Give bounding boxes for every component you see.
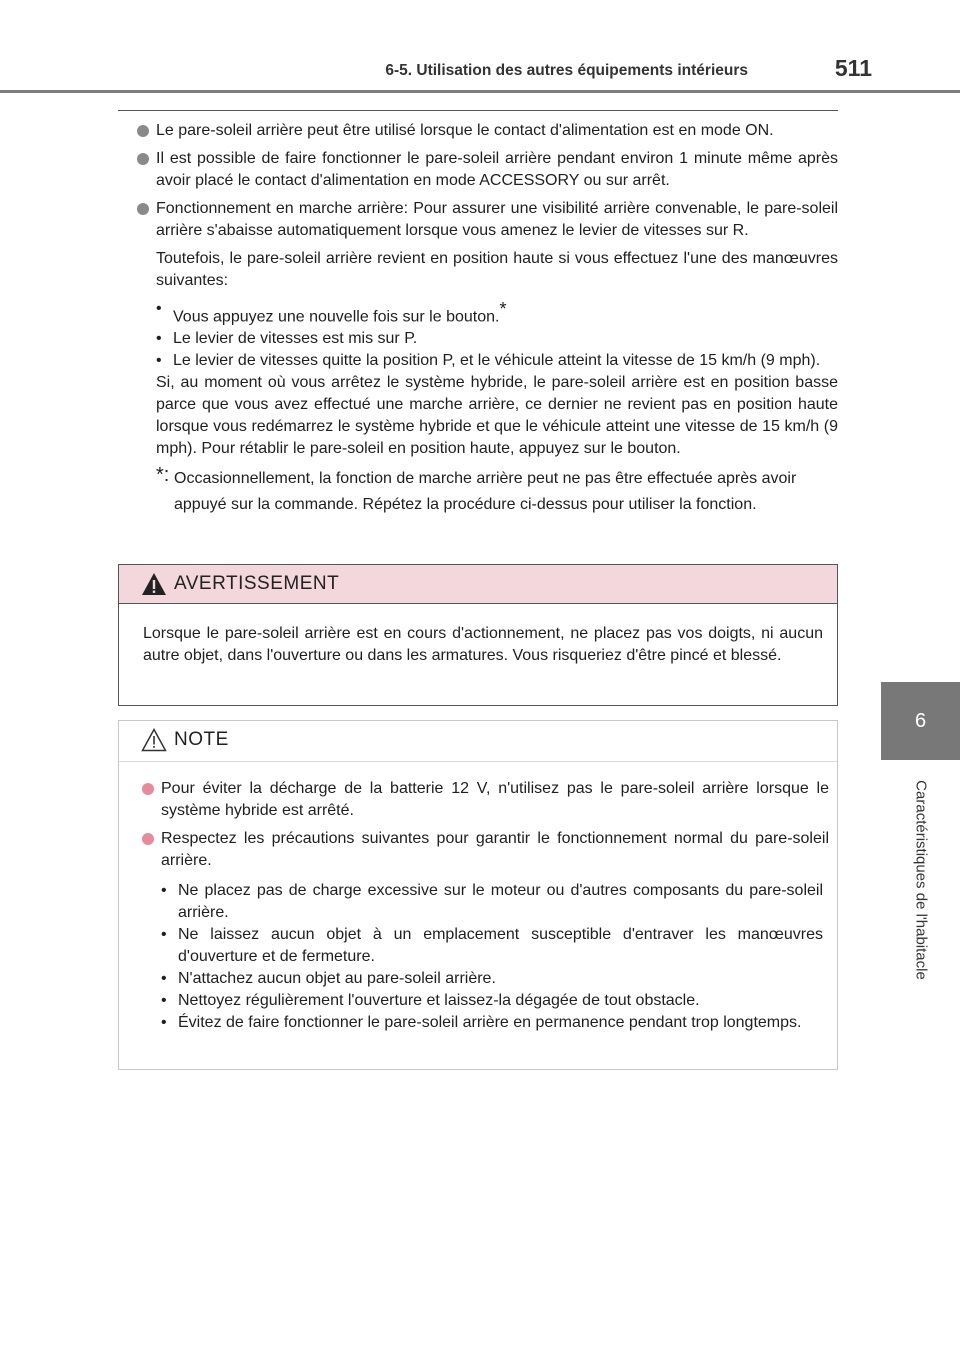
list-item: Respectez les précautions suivantes pour garantir le fonctionnement normal du pare-soleil arrière. xyxy=(141,828,829,872)
bullet-dot-icon xyxy=(142,833,154,845)
reverse-intro: Toutefois, le pare-soleil arrière revient en position haute si vous effectuez l'une des manœuvres suivantes: xyxy=(156,250,838,289)
footnote xyxy=(136,464,838,516)
warning-header xyxy=(119,565,837,604)
footnote-line: appuyé sur la commande. Répétez la procédure ci-dessus pour utiliser la fonction. xyxy=(174,496,757,514)
precautions-list xyxy=(141,880,829,1034)
list-item: • Ne laissez aucun objet à un emplacement susceptible d'entraver les manœuvres d'ouverture et de fermeture. xyxy=(161,926,823,965)
note-header xyxy=(119,721,837,762)
list-item: • Nettoyez régulièrement l'ouverture et laissez-la dégagée de tout obstacle. xyxy=(161,990,823,1012)
list-item: • Évitez de faire fonctionner le pare-soleil arrière en permanence pendant trop longtemps. xyxy=(161,1012,823,1034)
list-item: • Le levier de vitesses est mis sur P. xyxy=(156,328,838,350)
note-title: NOTE xyxy=(174,729,229,750)
header-divider xyxy=(0,90,960,93)
list-item: Il est possible de faire fonctionner le pare-soleil arrière pendant environ 1 minute même après avoir placé le contact d'alimentation en mode ACCESSORY ou sur arrêt. xyxy=(136,148,838,192)
main-content xyxy=(136,120,838,520)
dot-marker-icon: • xyxy=(161,992,167,1009)
list-item: • Le levier de vitesses quitte la position P, et le véhicule atteint la vitesse de 15 km/h (9 mph). xyxy=(156,350,838,372)
hybrid-paragraph: Si, au moment où vous arrêtez le système hybride, le pare-soleil arrière est en position basse parce que vous avez effectué une marche arrière, ce dernier ne revient pas en position haute lorsque vous redémarrez le système hybride et que le véhicule atteint une vitesse de 15 km/h (9 mph). Pour rétablir le pare-soleil en position haute, appuyez sur le bouton. xyxy=(156,374,838,458)
section-title: 6-5. Utilisation des autres équipements intérieurs xyxy=(385,62,748,79)
chapter-title: Caractéristiques de l'habitacle xyxy=(912,780,930,980)
dot-marker-icon: • xyxy=(161,970,167,987)
warning-triangle-icon xyxy=(141,572,167,596)
asterisk-marker: * xyxy=(499,299,507,319)
warning-box xyxy=(118,564,838,706)
warning-title: AVERTISSEMENT xyxy=(174,573,340,594)
bullet-dot-icon xyxy=(137,153,149,165)
note-box xyxy=(118,720,838,1070)
dot-marker-icon: • xyxy=(156,300,162,317)
note-body xyxy=(119,762,837,1034)
reverse-conditions-list xyxy=(136,298,838,372)
dot-marker-icon: • xyxy=(156,330,162,348)
bullet-dot-icon xyxy=(137,203,149,215)
footnote-marker: *: xyxy=(156,464,170,487)
list-item: Le pare-soleil arrière peut être utilisé lorsque le contact d'alimentation est en mode ON. xyxy=(136,120,838,142)
chapter-number: 6 xyxy=(914,710,927,732)
dot-marker-icon: • xyxy=(156,352,162,370)
bullet-dot-icon xyxy=(137,125,149,137)
list-item: • N'attachez aucun objet au pare-soleil arrière. xyxy=(161,968,823,990)
dot-marker-icon: • xyxy=(161,882,167,899)
content-top-divider xyxy=(118,110,838,111)
dot-marker-icon: • xyxy=(161,926,167,943)
page-number: 511 xyxy=(834,55,872,81)
list-item: Pour éviter la décharge de la batterie 12 V, n'utilisez pas le pare-soleil arrière lorsque le système hybride est arrêté. xyxy=(141,778,829,822)
dot-marker-icon: • xyxy=(161,1014,167,1031)
list-item: Fonctionnement en marche arrière: Pour assurer une visibilité arrière convenable, le pare-soleil arrière s'abaisse automatiquement lorsque vous amenez le levier de vitesses sur R. xyxy=(136,198,838,242)
caution-triangle-icon xyxy=(141,728,167,752)
bullet-dot-icon xyxy=(142,783,154,795)
footnote-line: Occasionnellement, la fonction de marche arrière peut ne pas être effectuée après avoir xyxy=(174,470,797,488)
warning-text: Lorsque le pare-soleil arrière est en cours d'actionnement, ne placez pas vos doigts, ni aucun autre objet, dans l'ouverture ou dans les armatures. Vous risqueriez d'être pincé et blessé. xyxy=(143,625,823,664)
list-item: • Ne placez pas de charge excessive sur le moteur ou d'autres composants du pare-soleil arrière. xyxy=(161,882,823,921)
chapter-tab[interactable] xyxy=(881,682,960,760)
list-item: • Vous appuyez une nouvelle fois sur le bouton.* xyxy=(156,299,507,326)
